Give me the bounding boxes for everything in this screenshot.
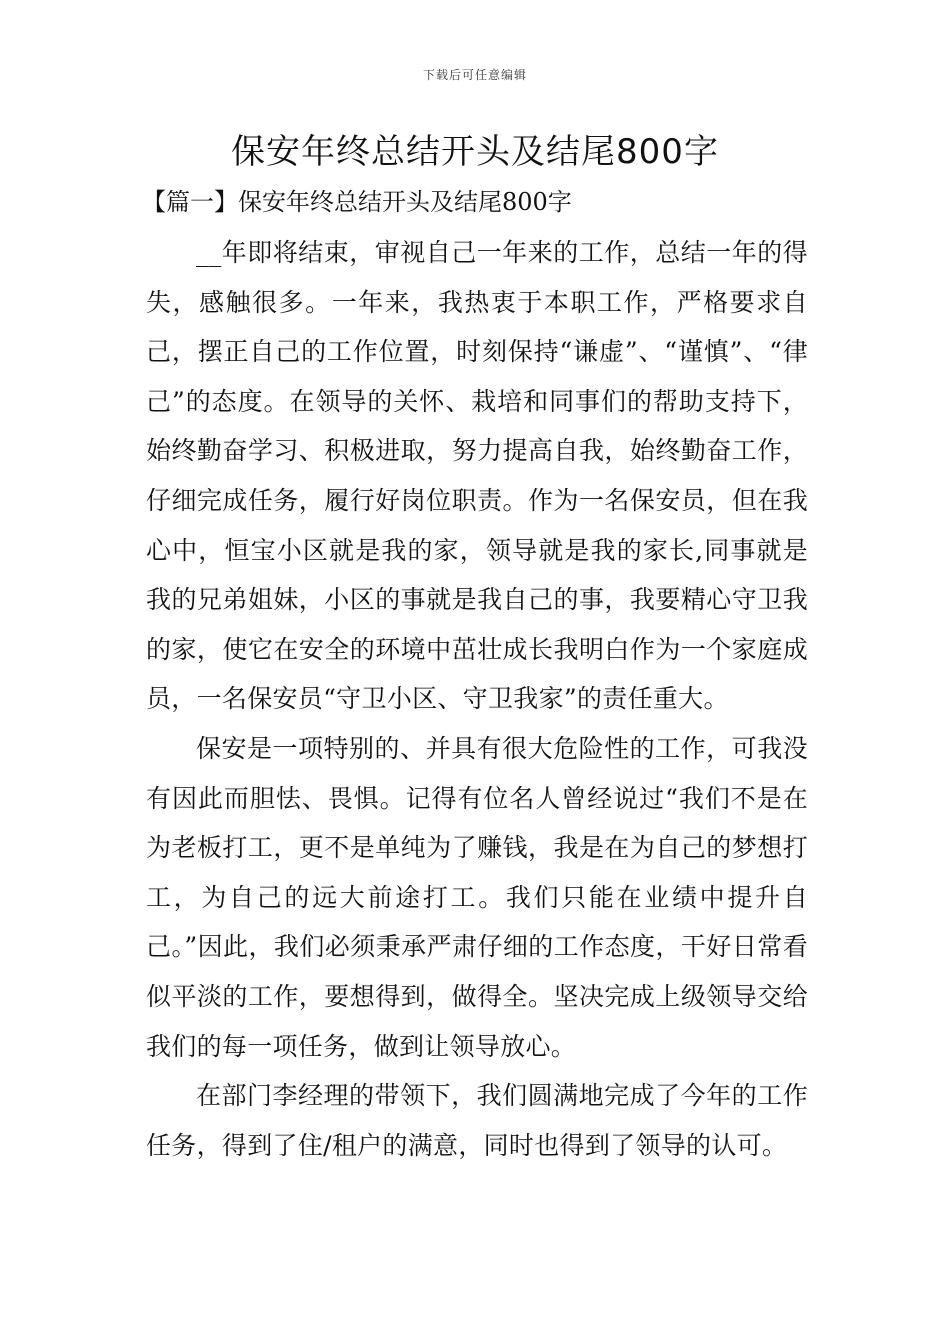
paragraph: 在部门李经理的带领下，我们圆满地完成了今年的工作任务，得到了住/租户的满意，同时也得到了领导的认可。 bbox=[146, 1081, 808, 1160]
section-heading: 【篇一】保安年终总结开头及结尾800字 bbox=[142, 188, 572, 216]
paragraph: 保安是一项特别的、并具有很大危险性的工作，可我没有因此而胆怯、畏惧。记得有位名人曾经说过“我们不是在为老板打工，更不是单纯为了赚钱，我是在为自己的梦想打工，为自己的远大前途打工。我们只能在业绩中提升自己。”因此，我们必须秉承严肃仔细的工作态度，干好日常看似平淡的工作，要想得到，做得全。坚决完成上级领导交给我们的每一项任务，做到让领导放心。 bbox=[146, 733, 808, 1061]
header-note: 下载后可任意编辑 bbox=[422, 68, 527, 82]
document-body bbox=[146, 228, 808, 1170]
paragraph: __年即将结束，审视自己一年来的工作，总结一年的得失，感触很多。一年来，我热衷于本职工作，严格要求自己，摆正自己的工作位置，时刻保持“谦虚”、“谨慎”、“律己”的态度。在领导的关怀、栽培和同事们的帮助支持下，始终勤奋学习、积极进取，努力提高自我，始终勤奋工作，仔细完成任务，履行好岗位职责。作为一名保安员，但在我心中，恒宝小区就是我的家，领导就是我的家长,同事就是我的兄弟姐妹，小区的事就是我自己的事，我要精心守卫我的家，使它在安全的环境中茁壮成长我明白作为一个家庭成员，一名保安员“守卫小区、守卫我家”的责任重大。 bbox=[146, 238, 808, 714]
document-title: 保安年终总结开头及结尾800字 bbox=[231, 132, 719, 172]
